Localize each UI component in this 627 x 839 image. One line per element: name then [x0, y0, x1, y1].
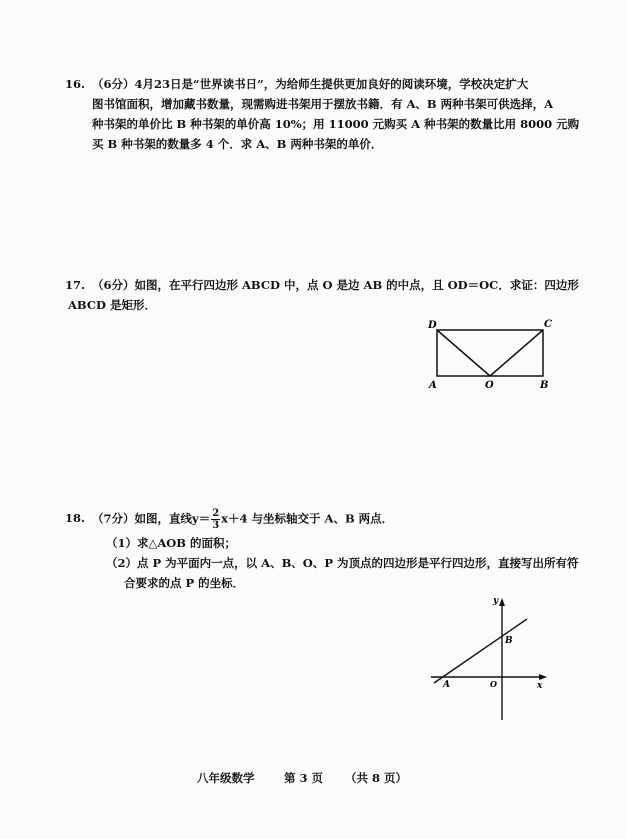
footer-page-number: 第 3 页: [284, 771, 324, 785]
text-line: 种书架的单价比 B 种书架的单价高 10%；用 11000 元购买 A 种书架的数量比用 8000 元购: [92, 117, 580, 131]
question-number: 16.: [65, 77, 86, 91]
rectangle-figure: [420, 312, 560, 397]
segment-od: [437, 330, 490, 376]
label-c: C: [544, 319, 552, 330]
line-graph: [434, 619, 527, 683]
y-axis-arrow: [499, 598, 505, 606]
fraction-numerator: 2: [212, 508, 220, 519]
part-1: （1）求△AOB 的面积；: [106, 536, 237, 550]
label-o: O: [485, 380, 494, 391]
question-number: 18.: [65, 511, 86, 525]
fraction-denominator: 3: [212, 520, 220, 531]
part-2-line-1: （2）点 P 为平面内一点，以 A、B、O、P 为顶点的四边形是平行四边形，直接写出所有符: [106, 556, 579, 570]
part-2-line-2: 合要求的点 P 的坐标．: [124, 576, 245, 590]
text-line: （6分）4月23日是“世界读书日”，为给师生提供更加良好的阅读环境，学校决定扩大: [92, 77, 529, 91]
label-b: B: [540, 380, 549, 391]
text-line: 图书馆面积，增加藏书数量，现需购进书架用于摆放书籍．有 A、B 两种书架可供选择，A: [92, 97, 554, 111]
intro-suffix: x＋4 与坐标轴交于 A、B 两点．: [221, 511, 394, 526]
question-16: [65, 74, 580, 154]
equation-y: y＝: [192, 511, 211, 526]
coordinate-figure: [425, 592, 555, 722]
x-axis-arrow: [539, 674, 547, 680]
question-18: [65, 508, 579, 593]
text-line: ABCD 是矩形．: [68, 298, 156, 312]
question-text: [92, 508, 579, 593]
label-b: B: [505, 636, 513, 646]
rectangle-abcd: [437, 330, 543, 376]
fraction: [211, 508, 220, 531]
footer-subject: 八年级数学: [197, 771, 255, 785]
footer-total-pages: （共 8 页）: [345, 771, 408, 785]
label-y: y: [493, 596, 499, 606]
question-text: [92, 74, 580, 154]
text-line: [92, 508, 568, 531]
label-a: A: [443, 680, 450, 690]
text-line: 买 B 种书架的数量多 4 个．求 A、B 两种书架的单价．: [92, 137, 383, 151]
label-o: O: [490, 679, 497, 689]
text-line: （6分）如图，在平行四边形 ABCD 中，点 O 是边 AB 的中点，且 OD＝OC．求证：四边形: [92, 278, 579, 292]
label-d: D: [428, 320, 437, 331]
label-x: x: [537, 681, 543, 691]
question-number: 17.: [65, 278, 86, 292]
question-17: [65, 275, 579, 315]
label-a: A: [429, 380, 437, 391]
intro-prefix: （7分）如图，直线: [92, 511, 193, 526]
segment-oc: [490, 330, 543, 376]
